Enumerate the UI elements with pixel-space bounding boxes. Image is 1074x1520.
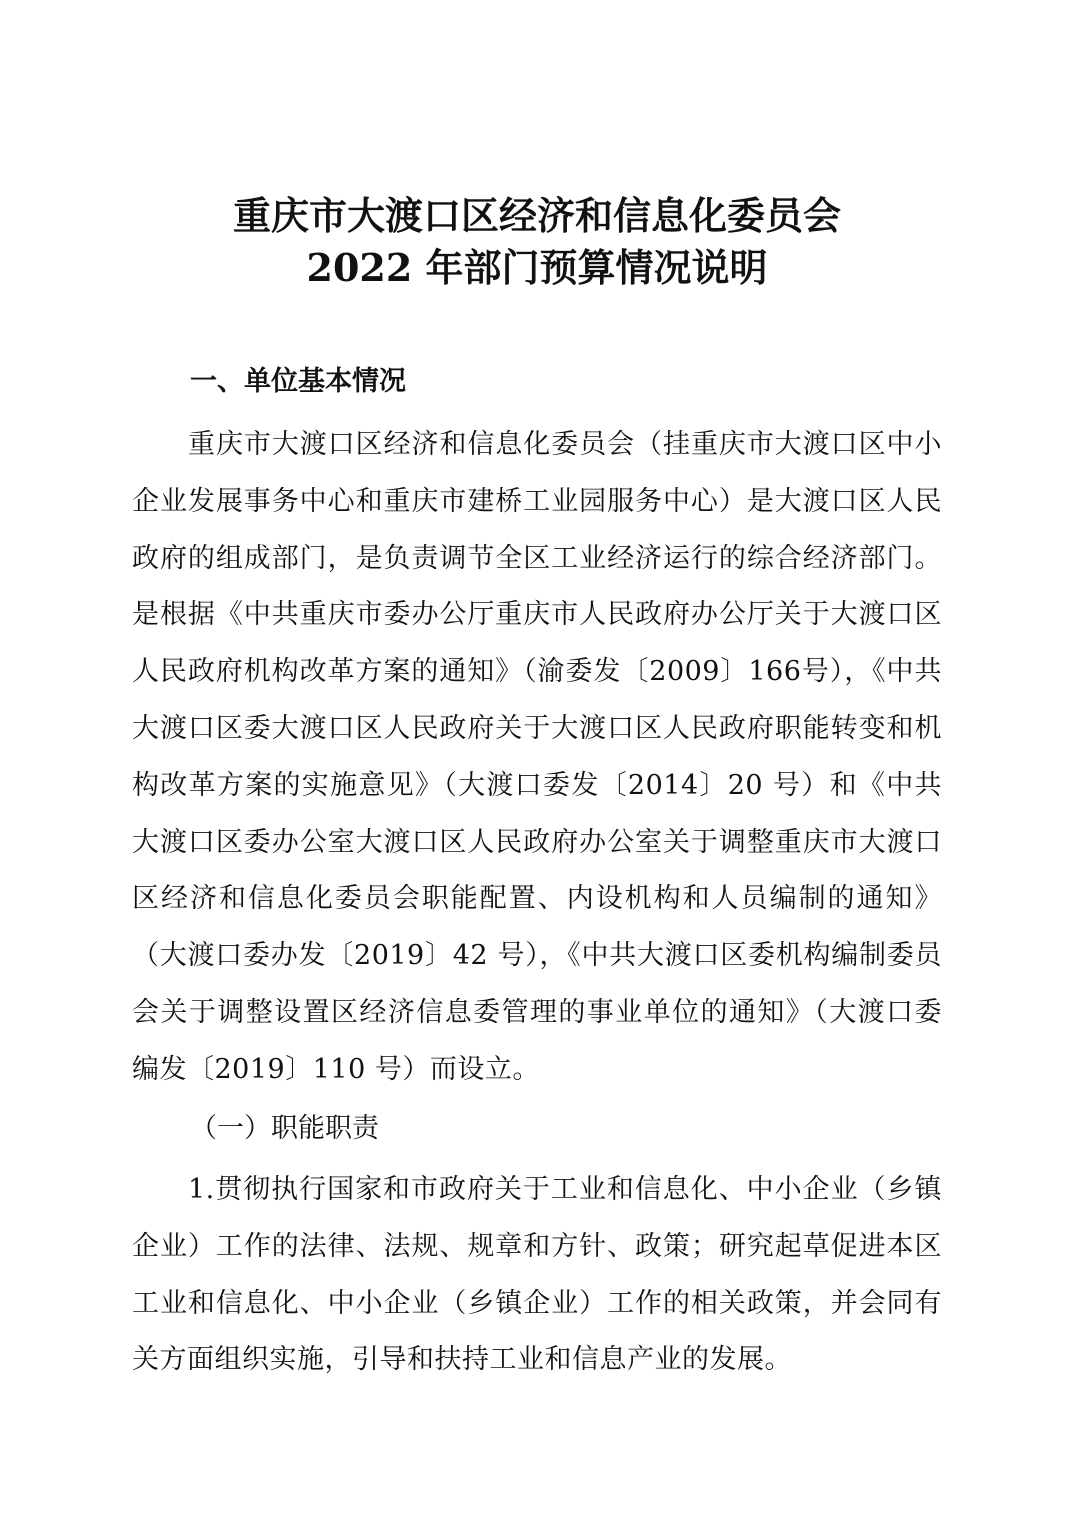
subsection-heading-functions: （一）职能职责 [190, 1113, 379, 1144]
document-title-line1: 重庆市大渡口区经济和信息化委员会 [232, 193, 841, 238]
function-item-1-paragraph: 1.贯彻执行国家和市政府关于工业和信息化、中小企业（乡镇企业）工作的法律、法规、规章和方针、政策；研究起草促进本区工业和信息化、中小企业（乡镇企业）工作的相关政策，并会同有关方面组织实施，引导和扶持工业和信息产业的发展。 [132, 1174, 942, 1376]
document-title-line2: 2022 年部门预算情况说明 [306, 245, 768, 290]
section-heading-unit-overview: 一、单位基本情况 [190, 366, 406, 397]
unit-overview-paragraph: 重庆市大渡口区经济和信息化委员会（挂重庆市大渡口区中小企业发展事务中心和重庆市建桥工业园服务中心）是大渡口区人民政府的组成部门，是负责调节全区工业经济运行的综合经济部门。是根据《中共重庆市委办公厅重庆市人民政府办公厅关于大渡口区人民政府机构改革方案的通知》（渝委发〔2009〕166号），《中共大渡口区委大渡口区人民政府关于大渡口区人民政府职能转变和机构改革方案的实施意见》（大渡口委发〔2014〕20 号）和《中共大渡口区委办公室大渡口区人民政府办公室关于调整重庆市大渡口区经济和信息化委员会职能配置、内设机构和人员编制的通知》（大渡口委办发〔2019〕42 号），《中共大渡口区委机构编制委员会关于调整设置区经济信息委管理的事业单位的通知》（大渡口委编发〔2019〕110 号）而设立。 [132, 429, 942, 1085]
